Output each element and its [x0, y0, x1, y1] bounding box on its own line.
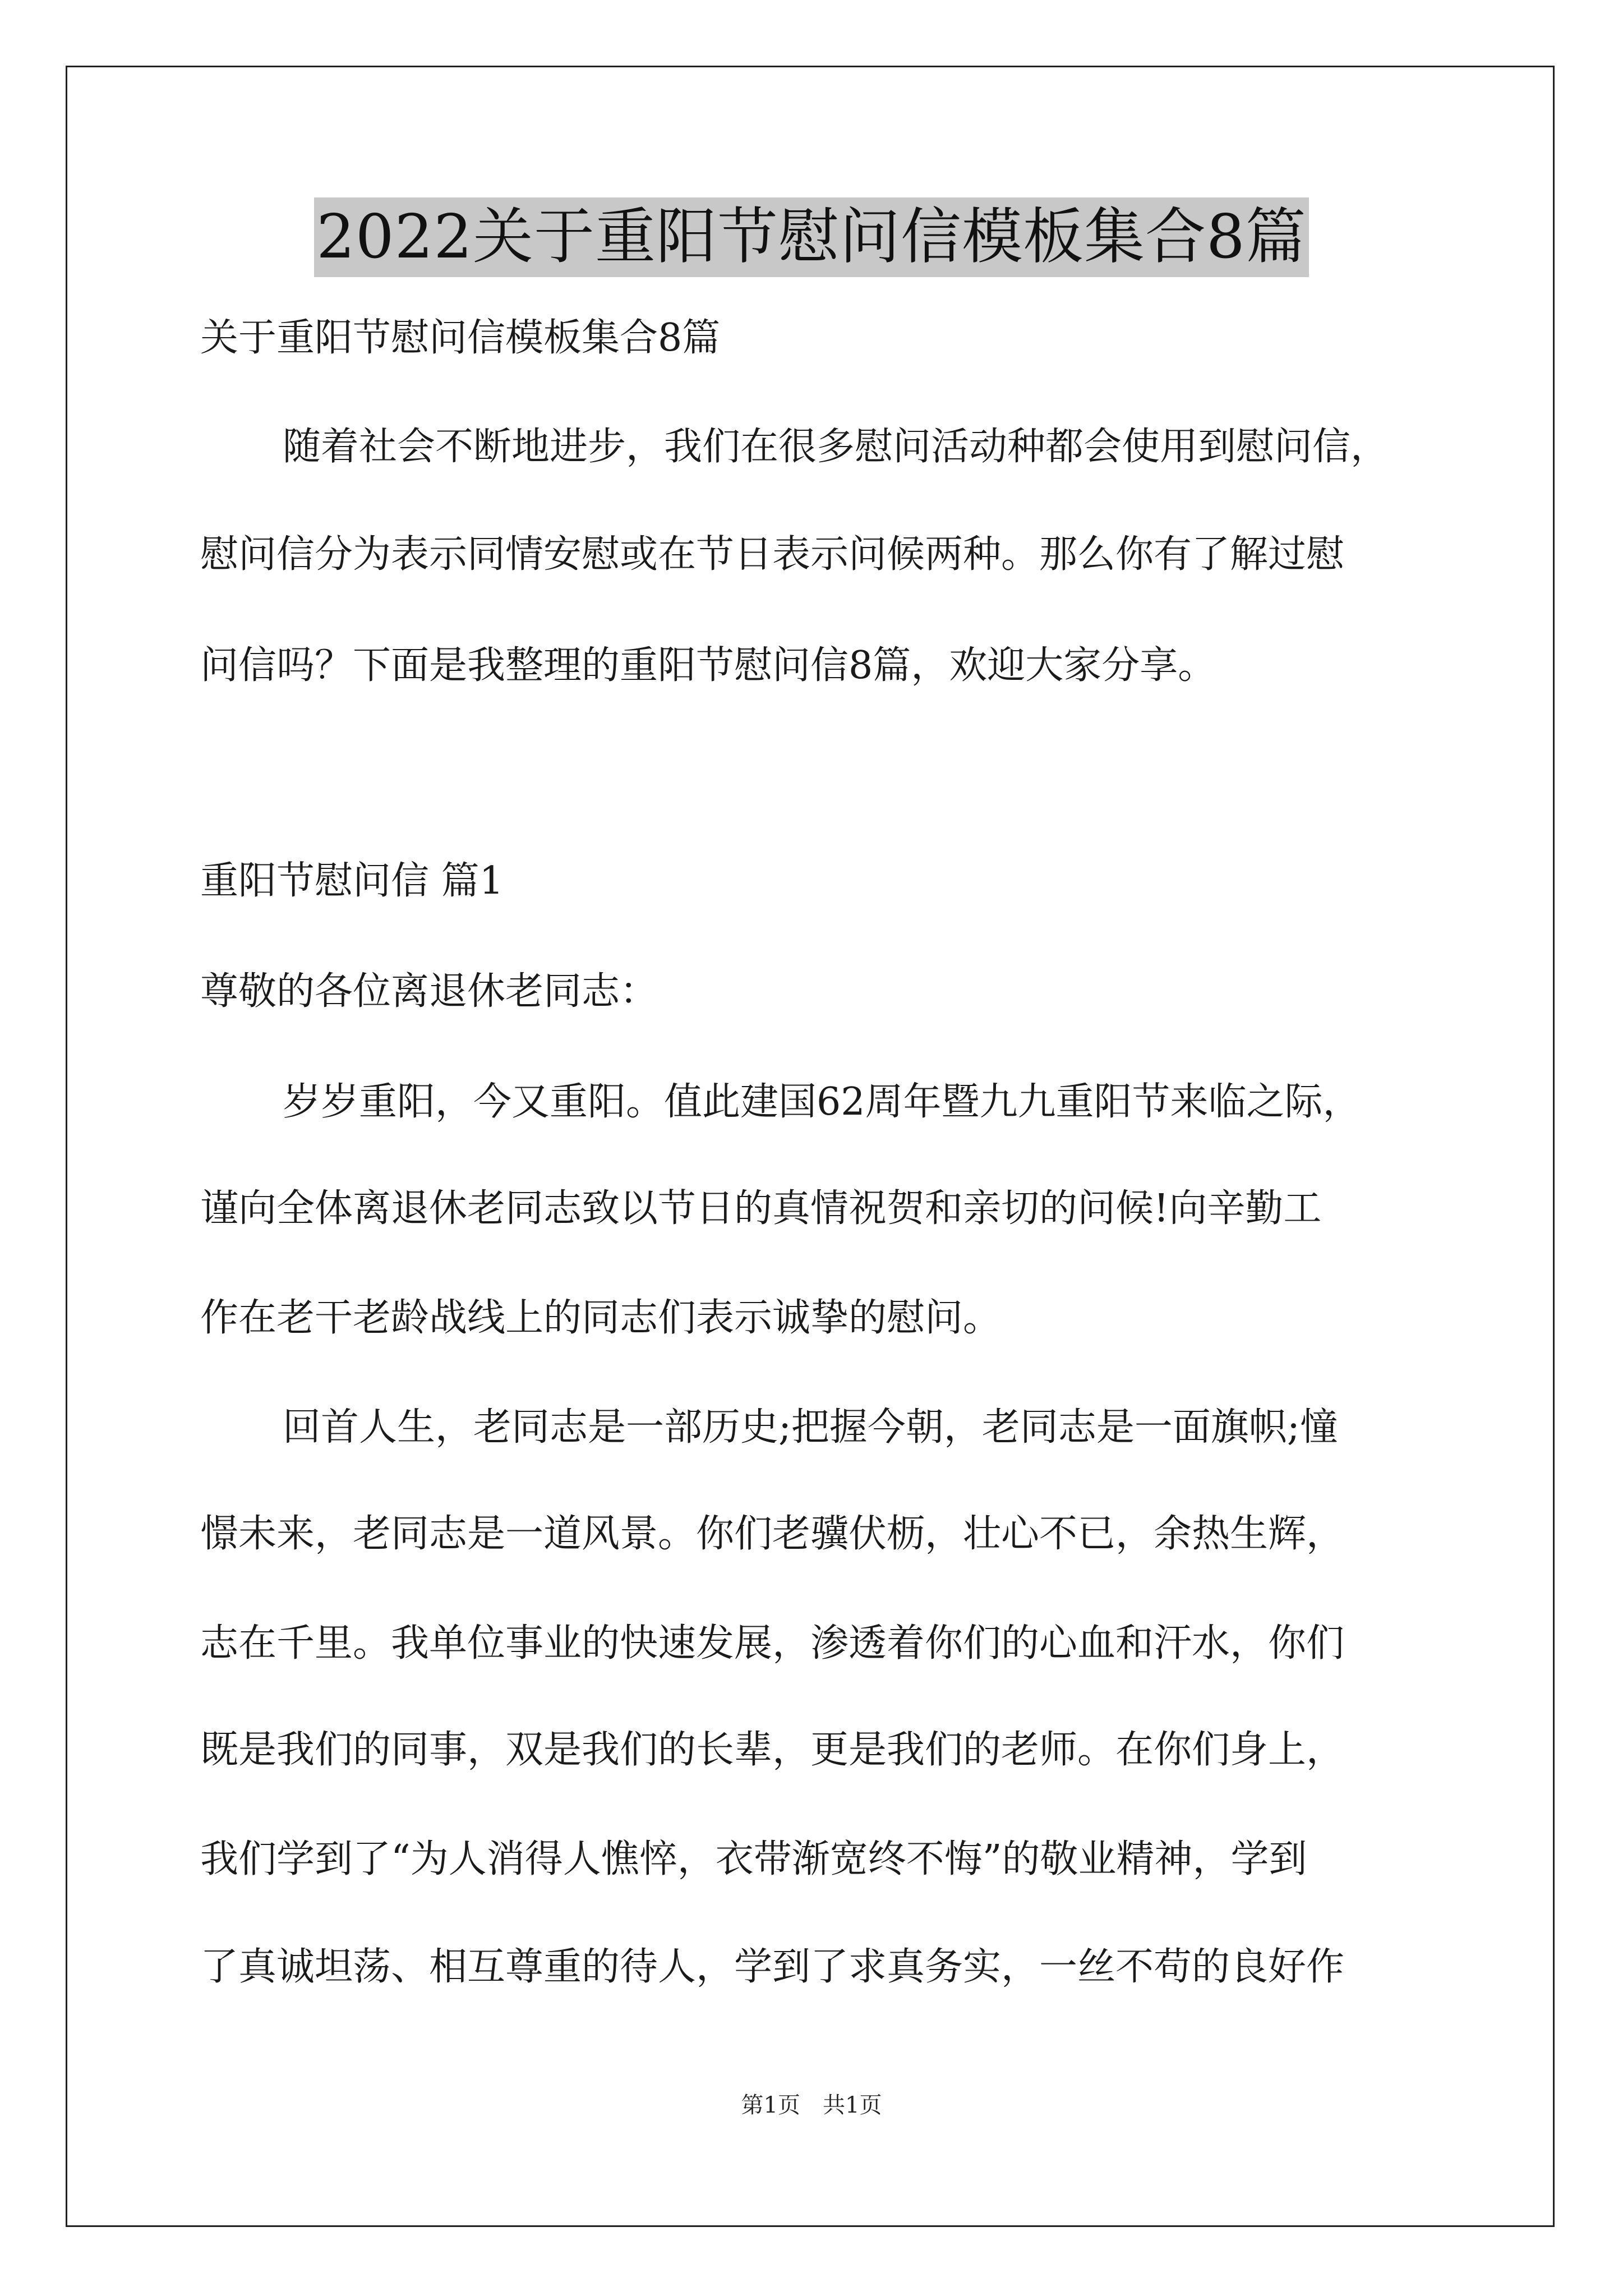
paragraph-line: 回首人生，老同志是一部历史;把握今朝，老同志是一面旗帜;憧 [283, 1405, 1338, 1450]
salutation: 尊敬的各位离退休老同志： [200, 969, 658, 1014]
title-container [0, 197, 1623, 277]
paragraph-line: 作在老干老龄战线上的同志们表示诚挚的慰问。 [200, 1296, 1002, 1340]
intro-line: 问信吗？下面是我整理的重阳节慰问信8篇，欢迎大家分享。 [200, 643, 1216, 688]
paragraph-line: 志在千里。我单位事业的快速发展，渗透着你们的心血和汗水，你们 [200, 1621, 1345, 1665]
page-number: 第1页 [741, 2092, 800, 2118]
paragraph-line: 既是我们的同事，双是我们的长辈，更是我们的老师。在你们身上， [200, 1728, 1345, 1772]
page-total: 共1页 [823, 2092, 882, 2118]
paragraph-line: 谨向全体离退休老同志致以节日的真情祝贺和亲切的问候!向辛勤工 [200, 1186, 1322, 1231]
intro-line: 慰问信分为表示同情安慰或在节日表示问候两种。那么你有了解过慰 [200, 532, 1345, 577]
page-border [66, 66, 1555, 2227]
paragraph-line: 了真诚坦荡、相互尊重的待人，学到了求真务实，一丝不苟的良好作 [200, 1945, 1345, 1989]
paragraph-line: 我们学到了“为人消得人憔悴，衣带渐宽终不悔”的敬业精神，学到 [200, 1837, 1307, 1881]
document-subtitle: 关于重阳节慰问信模板集合8篇 [200, 316, 721, 360]
document-title: 2022关于重阳节慰问信模板集合8篇 [314, 197, 1309, 277]
paragraph-line: 岁岁重阳，今又重阳。值此建国62周年暨九九重阳节来临之际， [283, 1080, 1361, 1124]
section-heading: 重阳节慰问信 篇1 [200, 859, 504, 903]
page-footer [0, 2091, 1623, 2119]
paragraph-line: 憬未来，老同志是一道风景。你们老骥伏枥，壮心不已，余热生辉， [200, 1512, 1345, 1556]
intro-line: 随着社会不断地进步，我们在很多慰问活动种都会使用到慰问信， [283, 425, 1389, 469]
